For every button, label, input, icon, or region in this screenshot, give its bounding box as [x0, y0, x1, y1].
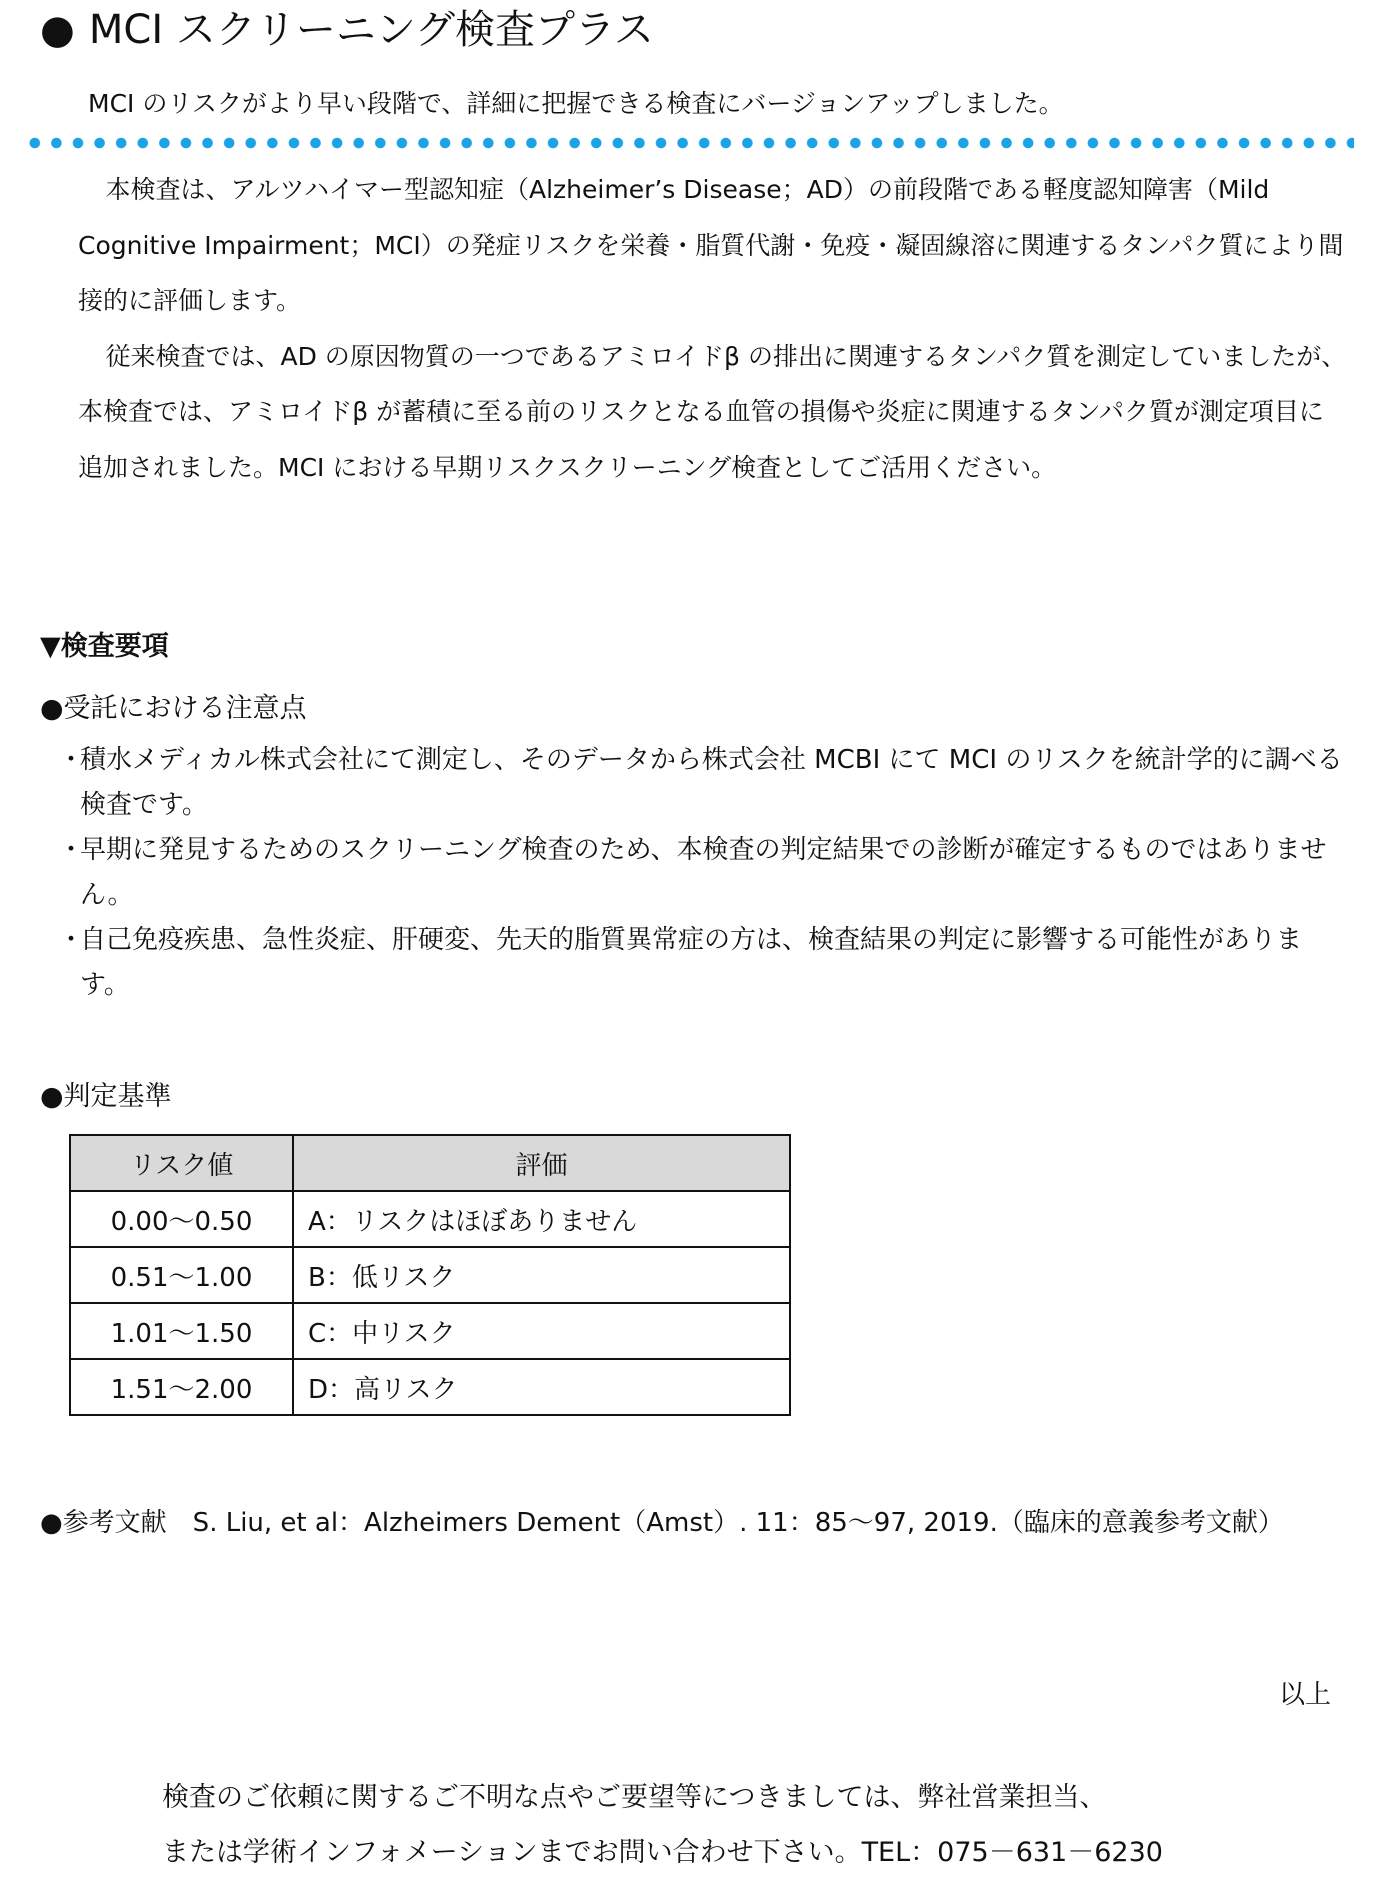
bullet-icon: ・: [58, 835, 85, 865]
precautions-list: [58, 738, 1348, 1008]
table-row: [70, 1359, 790, 1415]
evaluation-cell: B：低リスク: [293, 1247, 790, 1303]
table-header-row: [70, 1135, 790, 1191]
table-row: [70, 1247, 790, 1303]
intro-paragraph: 本検査は、アルツハイマー型認知症（Alzheimer’s Disease；AD）の前段階である軽度認知障害（Mild Cognitive Impairment；MCI）の発症リスクを栄養・脂質代謝・免疫・凝固線溶に関連するタンパク質により間接的に評価します。: [78, 175, 1344, 315]
bullet-icon: ・: [58, 745, 85, 775]
list-item-text: 早期に発見するためのスクリーニング検査のため、本検査の判定結果での診断が確定するものではありません。: [80, 835, 1327, 910]
column-header-risk-value: リスク値: [70, 1135, 293, 1191]
evaluation-cell: D：高リスク: [293, 1359, 790, 1415]
list-item: [58, 828, 1348, 918]
list-item: [58, 918, 1348, 1008]
criteria-heading: ●判定基準: [40, 1081, 172, 1112]
dotted-divider: [24, 136, 1354, 150]
risk-range-cell: 0.00～0.50: [70, 1191, 293, 1247]
risk-range-cell: 1.01～1.50: [70, 1303, 293, 1359]
title-bullet-icon: ●: [40, 7, 75, 53]
risk-range-cell: 1.51～2.00: [70, 1359, 293, 1415]
table-row: [70, 1191, 790, 1247]
intro-paragraph: 従来検査では、AD の原因物質の一つであるアミロイドβ の排出に関連するタンパク質を測定していましたが、本検査では、アミロイドβ が蓄積に至る前のリスクとなる血管の損傷や炎症に関連するタンパク質が測定項目に追加されました。MCI における早期リスクスクリーニング検査としてご活用ください。: [78, 341, 1347, 482]
section-heading: ▼検査要項: [40, 631, 169, 662]
contact-line: または学術インフォメーションまでお問い合わせ下さい。TEL：075－631－6230: [162, 1837, 1163, 1868]
subtitle: MCI のリスクがより早い段階で、詳細に把握できる検査にバージョンアップしました。: [88, 89, 1064, 118]
list-item-text: 自己免疫疾患、急性炎症、肝硬変、先天的脂質異常症の方は、検査結果の判定に影響する可能性があります。: [80, 925, 1303, 1000]
contact-info: [162, 1770, 1163, 1880]
evaluation-cell: A：リスクはほぼありません: [293, 1191, 790, 1247]
list-item: [58, 738, 1348, 828]
column-header-evaluation: 評価: [293, 1135, 790, 1191]
contact-line: 検査のご依頼に関するご不明な点やご要望等につきましては、弊社営業担当、: [162, 1782, 1107, 1813]
page-title: [40, 4, 654, 56]
precautions-heading: ●受託における注意点: [40, 693, 307, 724]
risk-range-cell: 0.51～1.00: [70, 1247, 293, 1303]
bullet-icon: ・: [58, 925, 85, 955]
table-row: [70, 1303, 790, 1359]
closing-remark: 以上: [1278, 1680, 1331, 1710]
list-item-text: 積水メディカル株式会社にて測定し、そのデータから株式会社 MCBI にて MCI のリスクを統計学的に調べる検査です。: [80, 745, 1343, 820]
criteria-table: [69, 1134, 791, 1416]
evaluation-cell: C：中リスク: [293, 1303, 790, 1359]
intro-text: [78, 162, 1348, 495]
title-text: MCI スクリーニング検査プラス: [88, 7, 654, 53]
reference-citation: ●参考文献 S. Liu, et al：Alzheimers Dement（Amst）. 11：85～97, 2019.（臨床的意義参考文献）: [40, 1508, 1284, 1538]
